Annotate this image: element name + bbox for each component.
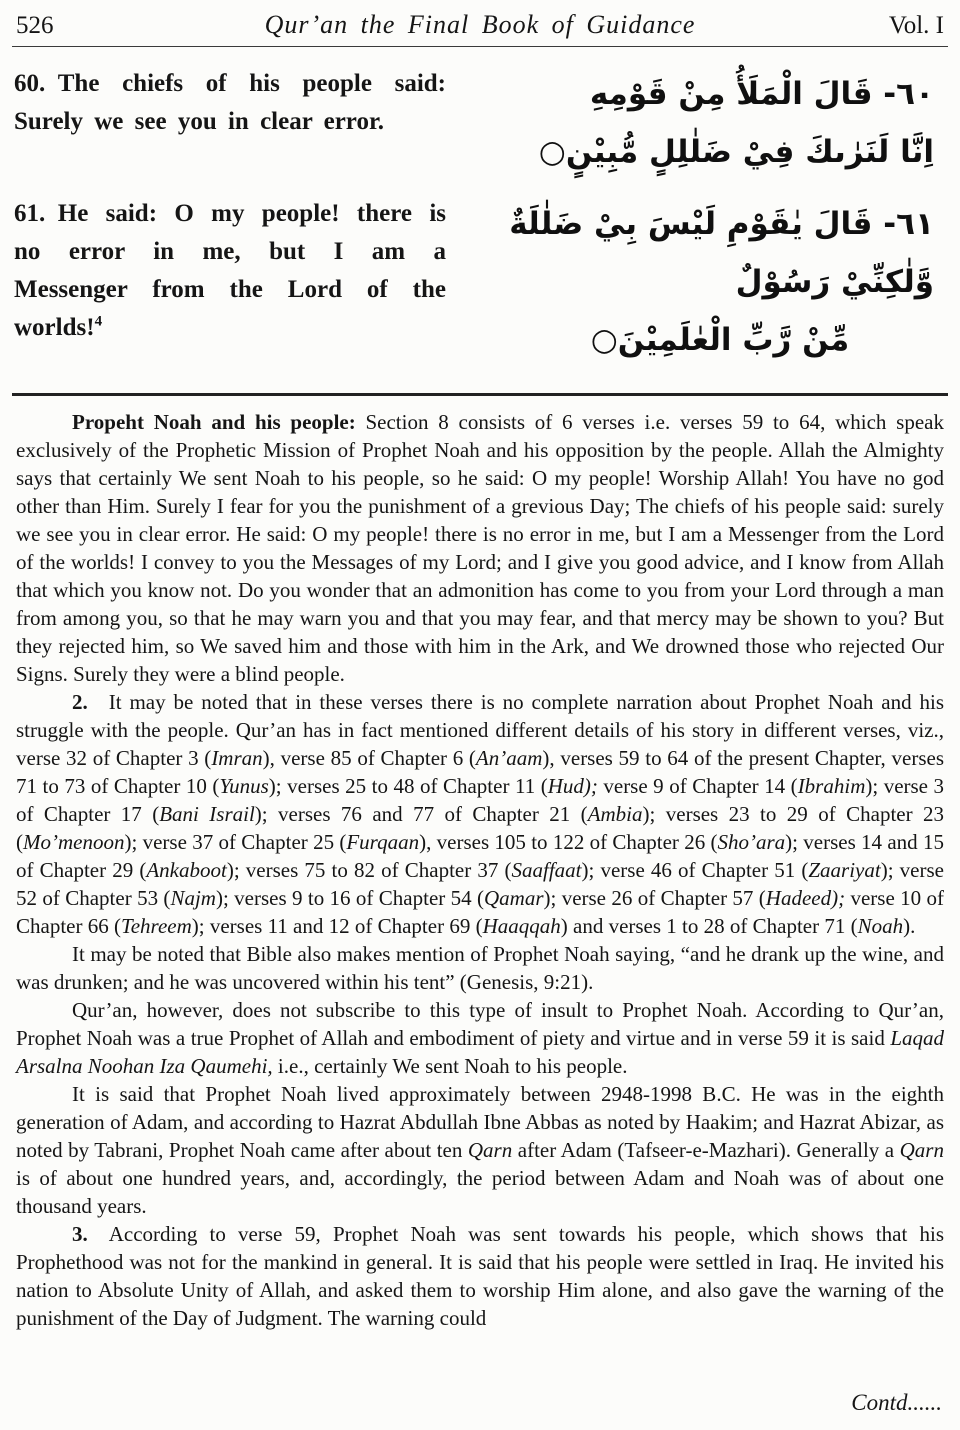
commentary-paragraph-3: It may be noted that Bible also makes mention of Prophet Noah saying, “and he drank up the wine, and was drunken; and he was uncovered within his tent” (Genesis, 9:21). [16, 942, 944, 994]
verse-60-english: 60. The chiefs of his people said: Surely we see you in clear error. [14, 70, 446, 135]
verse-60-arabic-line-2: اِنَّا لَنَرٰىكَ فِيْ ضَلٰلِلٍ مُّبِيْنٍ○ [538, 134, 934, 170]
commentary-paragraph-1: Propeht Noah and his people: Section 8 consists of 6 verses i.e. verses 59 to 64, which speak exclusively of the Prophetic Mission of Prophet Noah and his opposition by the people. Allah the Almighty says that certainly We sent Noah to his people, so he said: O my people! Worship Allah! You have no god other than Him. Surely I fear for you the punishment of a grevious Day; The chiefs of his people said: surely we see you in clear error. He said: O my people! there is no error in me, but I am a Messenger from the Lord of the worlds! I convey to you the Messages of my Lord; and I give you good advice, and I know from Allah that which you know not. Do you wonder that an admonition has come to you from your Lord through a man from among you, so that he may warn you and that you may fear, and that mercy may be shown to you? But they rejected him, so We saved him and those with him in the Ark, and We drowned those who rejected Our Signs. Surely they were a blind people. [16, 410, 944, 686]
volume-label: Vol. I [888, 12, 944, 39]
verse-61-english: 61. He said: O my people! there is no error in me, but I am a Messenger from the Lord of the worlds!$^4$ [14, 200, 446, 341]
commentary-section [12, 396, 948, 1332]
page-number: 526 [16, 12, 54, 39]
commentary-paragraph-6: 3. According to verse 59, Prophet Noah was sent towards his people, which shows that his Prophethood was not for the mankind in general. It is said that his people were settled in Iraq. He invited his nation to Absolute Unity of Allah, and asked them to worship Him alone, and also gave the warning of the punishment of the Day of Judgment. The warning could [16, 1222, 944, 1330]
commentary-paragraph-4: Qur’an, however, does not subscribe to this type of insult to Prophet Noah. According to Qur’an, Prophet Noah was a true Prophet of Allah and embodiment of piety and virtue and in verse 59 it is said Laqad Arsalna Noohan Iza Qaumehi, i.e., certainly We sent Noah to his people. [16, 998, 944, 1078]
verse-section [12, 47, 948, 387]
book-title: Qur’an the Final Book of Guidance [264, 10, 696, 39]
continued-label: Contd...... [851, 1390, 942, 1415]
verse-61-arabic [446, 195, 946, 369]
verse-61-arabic-line-1: ٦١- قَالَ يٰقَوْمِ لَيْسَ بِيْ ضَلٰلَةٌ وَّلٰكِنِّيْ رَسُوْلٌ [509, 206, 934, 300]
commentary-paragraph-5: It is said that Prophet Noah lived approximately between 2948-1998 B.C. He was in the eighth generation of Adam, and according to Hazrat Abdullah Ibne Abbas as noted by Haakim; and Hazrat Abizar, as noted by Tabrani, Prophet Noah came after about ten Qarn after Adam (Tafseer-e-Mazhari). Generally a Qarn is of about one hundred years, and, accordingly, the period between Adam and Noah was of about one thousand years. [16, 1082, 944, 1218]
commentary-paragraph-2: 2. It may be noted that in these verses there is no complete narration about Prophet Noah and his struggle with the people. Qur’an has in fact mentioned different details of his story in different verses, viz., verse 32 of Chapter 3 (Imran), verse 85 of Chapter 6 (An’aam), verses 59 to 64 of the present Chapter, verses 71 to 73 of Chapter 10 (Yunus); verses 25 to 48 of Chapter 11 (Hud); verse 9 of Chapter 14 (Ibrahim); verse 3 of Chapter 17 (Bani Israil); verses 76 and 77 of Chapter 21 (Ambia); verses 23 to 29 of Chapter 23 (Mo’menoon); verse 37 of Chapter 25 (Furqaan), verses 105 to 122 of Chapter 26 (Sho’ara); verses 14 and 15 of Chapter 29 (Ankaboot); verses 75 to 82 of Chapter 37 (Saaffaat); verse 46 of Chapter 51 (Zaariyat); verse 52 of Chapter 53 (Najm); verses 9 to 16 of Chapter 54 (Qamar); verse 26 of Chapter 57 (Hadeed); verse 10 of Chapter 66 (Tehreem); verses 11 and 12 of Chapter 69 (Haaqqah) and verses 1 to 28 of Chapter 71 (Noah). [16, 690, 945, 938]
verse-60-arabic-line-1: ٦٠- قَالَ الْمَلَأُ مِنْ قَوْمِهِ [589, 76, 934, 112]
verse-61-row [14, 195, 946, 369]
verse-61-arabic-line-2: مِّنْ رَّبِّ الْعٰلَمِيْنَ○ [590, 322, 850, 358]
running-header [12, 10, 948, 47]
verse-60-row [14, 65, 946, 181]
verse-60-arabic [446, 65, 946, 181]
